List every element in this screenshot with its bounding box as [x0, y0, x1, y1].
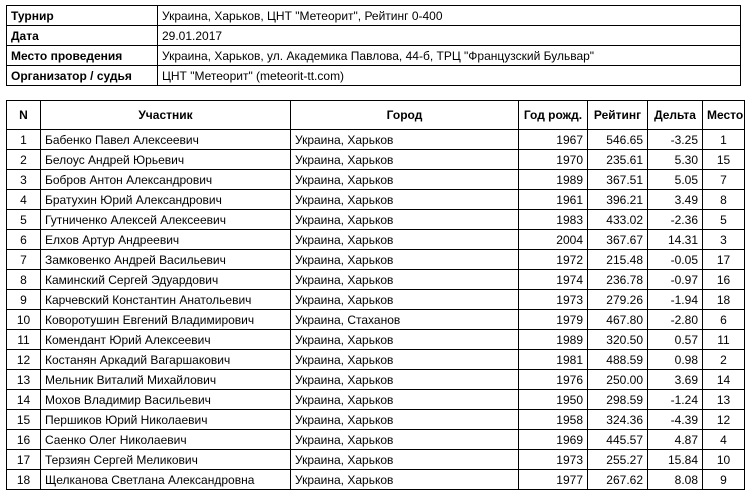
table-row [7, 170, 745, 190]
cell-city: Украина, Харьков [291, 450, 519, 470]
cell-city: Украина, Харьков [291, 330, 519, 350]
cell-city: Украина, Харьков [291, 230, 519, 250]
cell-delta: 4.87 [648, 430, 703, 450]
cell-place: 4 [703, 430, 745, 450]
cell-place: 5 [703, 210, 745, 230]
info-label: Дата [7, 26, 158, 46]
cell-rating: 488.59 [588, 350, 648, 370]
cell-number: 10 [7, 310, 41, 330]
cell-rating: 236.78 [588, 270, 648, 290]
cell-birth-year: 1967 [519, 130, 588, 150]
results-body [7, 130, 745, 490]
info-label: Турнир [7, 6, 158, 26]
cell-place: 15 [703, 150, 745, 170]
cell-participant: Гутниченко Алексей Алексеевич [41, 210, 291, 230]
table-row [7, 470, 745, 490]
cell-delta: 0.98 [648, 350, 703, 370]
cell-place: 11 [703, 330, 745, 350]
cell-rating: 298.59 [588, 390, 648, 410]
cell-place: 9 [703, 470, 745, 490]
cell-number: 16 [7, 430, 41, 450]
table-row [7, 370, 745, 390]
cell-birth-year: 1989 [519, 170, 588, 190]
cell-participant: Костанян Аркадий Вагаршакович [41, 350, 291, 370]
cell-participant: Мельник Виталий Михайлович [41, 370, 291, 390]
cell-participant: Саенко Олег Николаевич [41, 430, 291, 450]
cell-city: Украина, Харьков [291, 210, 519, 230]
cell-birth-year: 1979 [519, 310, 588, 330]
cell-delta: -2.36 [648, 210, 703, 230]
info-label: Место проведения [7, 46, 158, 66]
header-row [7, 101, 745, 130]
cell-delta: 5.05 [648, 170, 703, 190]
table-row [7, 450, 745, 470]
cell-birth-year: 1977 [519, 470, 588, 490]
cell-participant: Бабенко Павел Алексеевич [41, 130, 291, 150]
cell-number: 18 [7, 470, 41, 490]
cell-city: Украина, Харьков [291, 150, 519, 170]
table-row [7, 210, 745, 230]
info-value: ЦНТ "Метеорит" (meteorit-tt.com) [158, 66, 741, 86]
cell-place: 17 [703, 250, 745, 270]
cell-participant: Белоус Андрей Юрьевич [41, 150, 291, 170]
cell-birth-year: 1973 [519, 290, 588, 310]
cell-rating: 267.62 [588, 470, 648, 490]
cell-rating: 367.67 [588, 230, 648, 250]
table-row [7, 290, 745, 310]
info-row-organizer [7, 66, 741, 86]
cell-participant: Терзиян Сергей Меликович [41, 450, 291, 470]
cell-place: 10 [703, 450, 745, 470]
cell-participant: Братухин Юрий Александрович [41, 190, 291, 210]
cell-rating: 367.51 [588, 170, 648, 190]
table-row [7, 250, 745, 270]
cell-birth-year: 1973 [519, 450, 588, 470]
info-label: Организатор / судья [7, 66, 158, 86]
cell-rating: 320.50 [588, 330, 648, 350]
cell-place: 3 [703, 230, 745, 250]
cell-participant: Замковенко Андрей Васильевич [41, 250, 291, 270]
cell-place: 14 [703, 370, 745, 390]
cell-rating: 279.26 [588, 290, 648, 310]
cell-participant: Першиков Юрий Николаевич [41, 410, 291, 430]
column-header-birth-year: Год рожд. [519, 101, 588, 130]
cell-delta: -1.24 [648, 390, 703, 410]
cell-city: Украина, Харьков [291, 130, 519, 150]
cell-birth-year: 2004 [519, 230, 588, 250]
cell-participant: Карчевский Константин Анатольевич [41, 290, 291, 310]
cell-number: 9 [7, 290, 41, 310]
cell-city: Украина, Харьков [291, 390, 519, 410]
cell-birth-year: 1969 [519, 430, 588, 450]
cell-number: 6 [7, 230, 41, 250]
cell-number: 1 [7, 130, 41, 150]
cell-place: 12 [703, 410, 745, 430]
cell-number: 2 [7, 150, 41, 170]
cell-birth-year: 1981 [519, 350, 588, 370]
cell-place: 2 [703, 350, 745, 370]
cell-delta: 14.31 [648, 230, 703, 250]
column-header-place: Место [703, 101, 745, 130]
cell-delta: -3.25 [648, 130, 703, 150]
cell-place: 8 [703, 190, 745, 210]
cell-city: Украина, Харьков [291, 470, 519, 490]
table-row [7, 230, 745, 250]
cell-city: Украина, Харьков [291, 170, 519, 190]
table-row [7, 150, 745, 170]
cell-rating: 445.57 [588, 430, 648, 450]
cell-city: Украина, Харьков [291, 290, 519, 310]
cell-birth-year: 1961 [519, 190, 588, 210]
cell-delta: -2.80 [648, 310, 703, 330]
cell-participant: Комендант Юрий Алексеевич [41, 330, 291, 350]
cell-participant: Коворотушин Евгений Владимирович [41, 310, 291, 330]
cell-delta: 3.69 [648, 370, 703, 390]
cell-birth-year: 1950 [519, 390, 588, 410]
cell-number: 13 [7, 370, 41, 390]
cell-number: 4 [7, 190, 41, 210]
cell-participant: Мохов Владимир Васильевич [41, 390, 291, 410]
column-header-delta: Дельта [648, 101, 703, 130]
cell-number: 14 [7, 390, 41, 410]
cell-number: 12 [7, 350, 41, 370]
cell-city: Украина, Харьков [291, 410, 519, 430]
tournament-info-table [6, 5, 741, 86]
table-row [7, 190, 745, 210]
info-value: 29.01.2017 [158, 26, 741, 46]
info-row-date [7, 26, 741, 46]
cell-city: Украина, Харьков [291, 270, 519, 290]
cell-city: Украина, Харьков [291, 350, 519, 370]
info-row-venue [7, 46, 741, 66]
cell-rating: 250.00 [588, 370, 648, 390]
column-header-city: Город [291, 101, 519, 130]
cell-city: Украина, Харьков [291, 430, 519, 450]
cell-place: 16 [703, 270, 745, 290]
cell-number: 8 [7, 270, 41, 290]
cell-delta: 5.30 [648, 150, 703, 170]
cell-birth-year: 1983 [519, 210, 588, 230]
cell-number: 11 [7, 330, 41, 350]
cell-city: Украина, Харьков [291, 250, 519, 270]
table-row [7, 350, 745, 370]
cell-city: Украина, Стаханов [291, 310, 519, 330]
info-value: Украина, Харьков, ул. Академика Павлова, 44-б, ТРЦ "Французский Бульвар" [158, 46, 741, 66]
cell-delta: -0.05 [648, 250, 703, 270]
cell-place: 13 [703, 390, 745, 410]
table-row [7, 270, 745, 290]
cell-rating: 215.48 [588, 250, 648, 270]
cell-birth-year: 1974 [519, 270, 588, 290]
cell-delta: 3.49 [648, 190, 703, 210]
cell-birth-year: 1958 [519, 410, 588, 430]
cell-number: 17 [7, 450, 41, 470]
cell-number: 7 [7, 250, 41, 270]
table-row [7, 390, 745, 410]
cell-delta: -0.97 [648, 270, 703, 290]
cell-rating: 235.61 [588, 150, 648, 170]
cell-rating: 433.02 [588, 210, 648, 230]
cell-birth-year: 1976 [519, 370, 588, 390]
cell-participant: Каминский Сергей Эдуардович [41, 270, 291, 290]
cell-place: 6 [703, 310, 745, 330]
table-row [7, 410, 745, 430]
cell-rating: 546.65 [588, 130, 648, 150]
cell-place: 1 [703, 130, 745, 150]
cell-delta: 15.84 [648, 450, 703, 470]
column-header-rating: Рейтинг [588, 101, 648, 130]
info-value: Украина, Харьков, ЦНТ "Метеорит", Рейтинг 0-400 [158, 6, 741, 26]
table-row [7, 330, 745, 350]
cell-rating: 396.21 [588, 190, 648, 210]
cell-delta: 0.57 [648, 330, 703, 350]
cell-birth-year: 1972 [519, 250, 588, 270]
results-table [6, 100, 745, 490]
table-row [7, 130, 745, 150]
cell-delta: -1.94 [648, 290, 703, 310]
table-row [7, 430, 745, 450]
cell-birth-year: 1970 [519, 150, 588, 170]
cell-participant: Щелканова Светлана Александровна [41, 470, 291, 490]
cell-birth-year: 1989 [519, 330, 588, 350]
cell-participant: Елхов Артур Андреевич [41, 230, 291, 250]
cell-number: 3 [7, 170, 41, 190]
cell-number: 15 [7, 410, 41, 430]
cell-rating: 255.27 [588, 450, 648, 470]
cell-participant: Бобров Антон Александрович [41, 170, 291, 190]
cell-rating: 324.36 [588, 410, 648, 430]
cell-place: 18 [703, 290, 745, 310]
column-header-number: N [7, 101, 41, 130]
cell-delta: 8.08 [648, 470, 703, 490]
cell-number: 5 [7, 210, 41, 230]
info-row-tournament [7, 6, 741, 26]
cell-city: Украина, Харьков [291, 370, 519, 390]
cell-rating: 467.80 [588, 310, 648, 330]
cell-delta: -4.39 [648, 410, 703, 430]
cell-city: Украина, Харьков [291, 190, 519, 210]
table-row [7, 310, 745, 330]
cell-place: 7 [703, 170, 745, 190]
column-header-participant: Участник [41, 101, 291, 130]
